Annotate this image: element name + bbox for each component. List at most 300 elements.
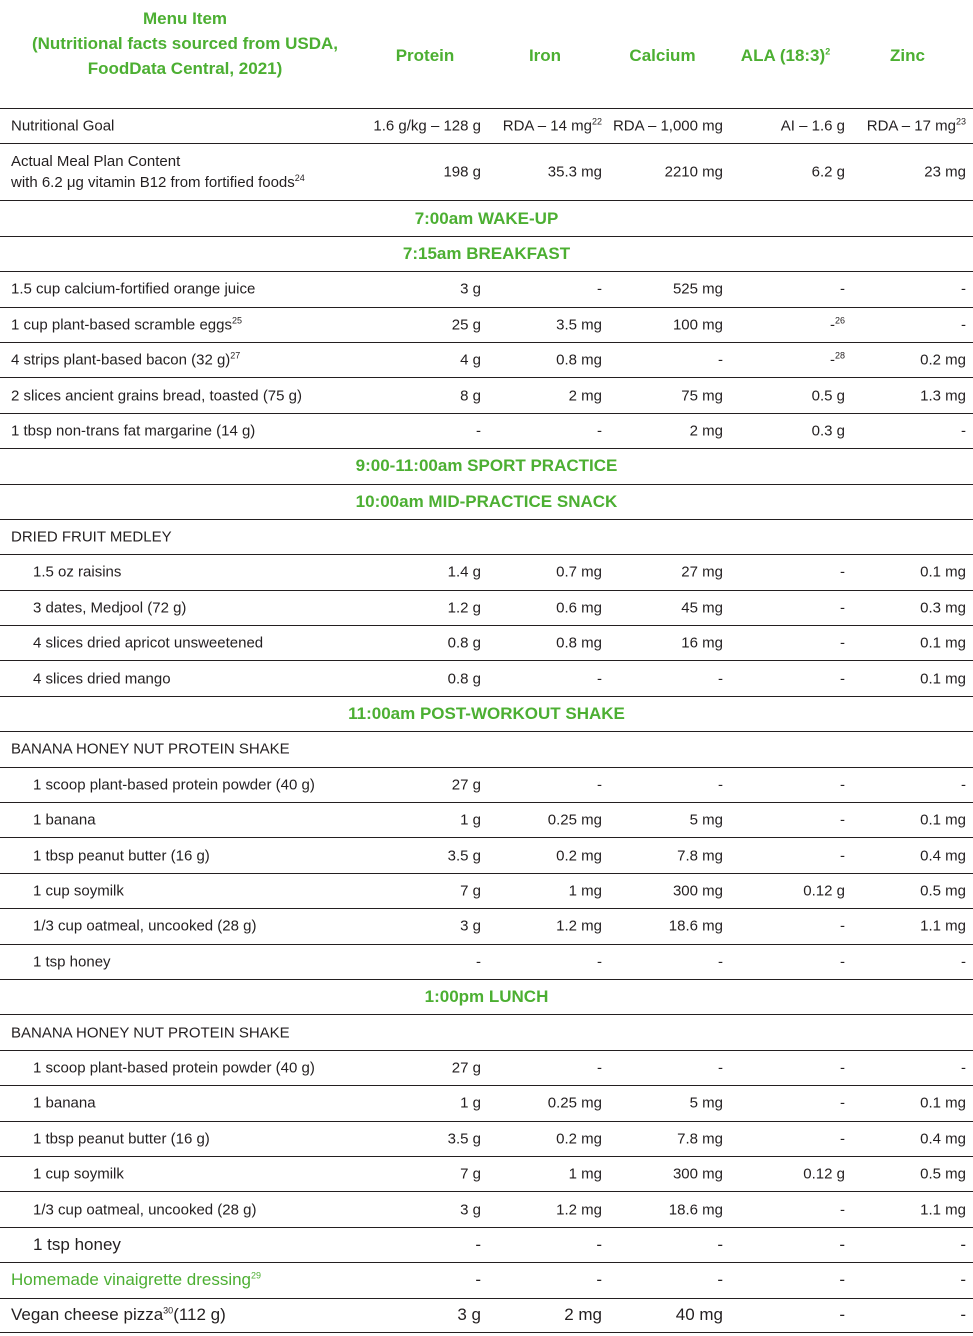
row-label bbox=[11, 281, 255, 298]
ala-value-text: - bbox=[840, 917, 845, 935]
table-row bbox=[0, 1085, 973, 1120]
ala-value-text: 0.3 g bbox=[811, 422, 845, 440]
calcium-value-text: - bbox=[718, 670, 723, 688]
row-label-text: Actual Meal Plan Content bbox=[11, 153, 181, 171]
protein-value-text: 25 g bbox=[451, 316, 481, 334]
row-label-text: 1 tbsp peanut butter (16 g) bbox=[33, 847, 210, 865]
protein-value-text: 3 g bbox=[457, 1305, 481, 1325]
ala-value-text: - bbox=[840, 670, 845, 688]
zinc-value-text: 0.5 mg bbox=[920, 1165, 966, 1183]
protein-value-text: - bbox=[476, 422, 481, 440]
ala-value bbox=[840, 847, 845, 864]
protein-value-text: - bbox=[476, 953, 481, 971]
footnote-marker: 30 bbox=[163, 1305, 174, 1316]
zinc-value-text: 0.5 mg bbox=[920, 882, 966, 900]
calcium-value-text: 2 mg bbox=[689, 422, 723, 440]
row-label-text: 4 slices dried mango bbox=[33, 670, 171, 688]
row-label-text: 1.5 oz raisins bbox=[33, 563, 122, 581]
protein-value bbox=[373, 118, 481, 135]
row-label bbox=[11, 741, 290, 758]
table-row bbox=[0, 767, 973, 802]
row-label bbox=[33, 635, 263, 652]
row-label-text: Vegan cheese pizza bbox=[11, 1305, 164, 1325]
protein-value bbox=[448, 670, 481, 687]
protein-value bbox=[452, 1059, 481, 1076]
iron-value-text: 0.6 mg bbox=[556, 599, 602, 617]
protein-value-text: 27 g bbox=[451, 1059, 481, 1077]
calcium-value bbox=[718, 670, 723, 687]
protein-value-text: 4 g bbox=[460, 351, 481, 369]
iron-value-text: 0.8 mg bbox=[556, 351, 602, 369]
zinc-value-text: 0.4 mg bbox=[920, 1130, 966, 1148]
zinc-value-text: - bbox=[961, 953, 966, 971]
row-label-suffix: (112 g) bbox=[173, 1305, 226, 1325]
ala-value-text: - bbox=[840, 1059, 845, 1077]
table-row bbox=[0, 1262, 973, 1297]
calcium-value-text: 100 mg bbox=[672, 316, 723, 334]
iron-value bbox=[569, 883, 602, 900]
section-row bbox=[0, 696, 973, 731]
iron-value bbox=[556, 1130, 602, 1147]
ala-value-text: - bbox=[840, 280, 845, 298]
calcium-value-text: 300 mg bbox=[672, 882, 723, 900]
iron-value bbox=[548, 164, 602, 181]
zinc-value-text: 0.1 mg bbox=[920, 670, 966, 688]
section-title: 7:00am WAKE-UP bbox=[414, 208, 559, 228]
iron-value-text: - bbox=[596, 1234, 602, 1254]
ala-value-text: - bbox=[840, 811, 845, 829]
iron-value-text: RDA – 14 mg bbox=[502, 117, 592, 135]
protein-value-text: 0.8 g bbox=[447, 670, 481, 688]
ala-value bbox=[840, 1201, 845, 1218]
protein-value-text: 3 g bbox=[460, 917, 481, 935]
ala-value bbox=[840, 670, 845, 687]
ala-header-label: ALA (18:3) bbox=[740, 46, 826, 65]
protein-value-text: 3 g bbox=[460, 280, 481, 298]
row-label-text: 4 strips plant-based bacon (32 g) bbox=[11, 351, 231, 369]
table-row bbox=[0, 554, 973, 589]
zinc-value-text: 1.1 mg bbox=[920, 1201, 966, 1219]
ala-value-text: - bbox=[840, 1201, 845, 1219]
iron-value-text: 0.25 mg bbox=[547, 811, 602, 829]
protein-value-text: 3.5 g bbox=[447, 1130, 481, 1148]
iron-value bbox=[556, 918, 602, 935]
nutrition-table-body bbox=[0, 108, 973, 1333]
ala-value bbox=[840, 918, 845, 935]
calcium-value-text: 18.6 mg bbox=[668, 917, 723, 935]
calcium-value-text: 525 mg bbox=[672, 280, 723, 298]
iron-value-text: - bbox=[596, 1270, 602, 1290]
calcium-value-text: - bbox=[718, 776, 723, 794]
protein-value bbox=[460, 812, 481, 829]
iron-value-text: - bbox=[597, 953, 602, 971]
row-label bbox=[11, 422, 255, 439]
ala-value-text: 6.2 g bbox=[811, 163, 845, 181]
row-label-text: 1 cup soymilk bbox=[33, 882, 124, 900]
zinc-value-text: 1.3 mg bbox=[920, 387, 966, 405]
iron-header: Iron bbox=[528, 46, 562, 65]
table-row bbox=[0, 1156, 973, 1191]
row-label bbox=[11, 352, 240, 369]
row-label bbox=[33, 1235, 121, 1255]
calcium-value-text: - bbox=[717, 1270, 723, 1290]
table-row bbox=[0, 307, 973, 342]
table-row bbox=[0, 377, 973, 412]
table-row bbox=[0, 660, 973, 695]
iron-value bbox=[556, 847, 602, 864]
ala-value-text: - bbox=[839, 1270, 845, 1290]
footnote-marker: 28 bbox=[834, 350, 845, 361]
zinc-value bbox=[961, 1059, 966, 1076]
calcium-value-text: 7.8 mg bbox=[677, 1130, 723, 1148]
ala-value bbox=[840, 953, 845, 970]
zinc-value-text: - bbox=[960, 1305, 966, 1325]
ala-value-text: - bbox=[829, 351, 835, 369]
table-row bbox=[0, 590, 973, 625]
iron-value-text: - bbox=[597, 1059, 602, 1077]
protein-value bbox=[476, 953, 481, 970]
row-label bbox=[11, 316, 242, 333]
ala-value-text: - bbox=[829, 316, 835, 334]
protein-value-text: 27 g bbox=[451, 776, 481, 794]
row-label-text: 1 scoop plant-based protein powder (40 g) bbox=[33, 776, 315, 794]
protein-value-text: 1.2 g bbox=[447, 599, 481, 617]
zinc-value bbox=[867, 118, 966, 135]
table-row bbox=[0, 873, 973, 908]
zinc-value bbox=[920, 670, 966, 687]
footnote-marker: 23 bbox=[955, 116, 966, 127]
iron-value bbox=[548, 1095, 602, 1112]
protein-value bbox=[443, 164, 481, 181]
section-title: 7:15am BREAKFAST bbox=[402, 243, 571, 263]
ala-value bbox=[840, 1059, 845, 1076]
calcium-value bbox=[677, 1130, 723, 1147]
protein-value bbox=[460, 883, 481, 900]
menu-item-header bbox=[10, 6, 360, 81]
calcium-value bbox=[677, 847, 723, 864]
calcium-value bbox=[690, 812, 723, 829]
row-label bbox=[11, 1270, 261, 1290]
iron-value bbox=[556, 599, 602, 616]
table-header bbox=[0, 0, 973, 104]
footnote-marker: 27 bbox=[230, 350, 241, 361]
zinc-value bbox=[920, 1095, 966, 1112]
calcium-value-text: 75 mg bbox=[681, 387, 723, 405]
protein-value bbox=[460, 918, 481, 935]
calcium-value-text: 5 mg bbox=[689, 811, 723, 829]
calcium-value bbox=[717, 1235, 723, 1255]
footnote-marker: 22 bbox=[591, 116, 602, 127]
calcium-value-text: 40 mg bbox=[675, 1305, 723, 1325]
ala-value bbox=[830, 352, 845, 369]
calcium-value-text: - bbox=[717, 1234, 723, 1254]
row-label-text: 1 tbsp peanut butter (16 g) bbox=[33, 1130, 210, 1148]
row-label-text: 1 scoop plant-based protein powder (40 g) bbox=[33, 1059, 315, 1077]
calcium-value bbox=[717, 1270, 723, 1290]
zinc-value-text: 0.1 mg bbox=[920, 634, 966, 652]
row-label bbox=[33, 1059, 315, 1076]
protein-value bbox=[460, 387, 481, 404]
iron-value-text: - bbox=[597, 280, 602, 298]
calcium-value-text: - bbox=[718, 1059, 723, 1077]
zinc-value bbox=[920, 1130, 966, 1147]
ala-value bbox=[840, 281, 845, 298]
calcium-value bbox=[690, 1095, 723, 1112]
group-row bbox=[0, 731, 973, 766]
row-label-text: 1 banana bbox=[33, 811, 96, 829]
ala-value bbox=[839, 1235, 845, 1255]
row-label-text: 4 slices dried apricot unsweetened bbox=[33, 634, 264, 652]
ala-value bbox=[812, 422, 845, 439]
row-label bbox=[33, 847, 210, 864]
zinc-value-text: - bbox=[960, 1270, 966, 1290]
iron-value bbox=[597, 1059, 602, 1076]
row-label bbox=[33, 1166, 124, 1183]
protein-value bbox=[460, 1201, 481, 1218]
iron-value-text: 0.7 mg bbox=[556, 563, 602, 581]
menu-item-header-source-cont: FoodData Central, 2021) bbox=[87, 59, 283, 78]
iron-value-text: 3.5 mg bbox=[556, 316, 602, 334]
zinc-value bbox=[961, 281, 966, 298]
zinc-value bbox=[920, 812, 966, 829]
iron-value bbox=[556, 1201, 602, 1218]
row-label bbox=[11, 1305, 226, 1325]
zinc-value-text: 23 mg bbox=[924, 163, 966, 181]
row-label-text: DRIED FRUIT MEDLEY bbox=[11, 528, 172, 546]
table-row bbox=[0, 413, 973, 448]
ala-value bbox=[840, 776, 845, 793]
calcium-value bbox=[690, 422, 723, 439]
zinc-value-text: - bbox=[961, 316, 966, 334]
ala-value bbox=[840, 599, 845, 616]
iron-value-text: 2 mg bbox=[568, 387, 602, 405]
calcium-value bbox=[718, 776, 723, 793]
zinc-value-text: - bbox=[960, 1234, 966, 1254]
zinc-value bbox=[920, 847, 966, 864]
protein-value-text: 3.5 g bbox=[447, 847, 481, 865]
calcium-value-text: - bbox=[718, 351, 723, 369]
ala-value bbox=[781, 118, 845, 135]
protein-value bbox=[457, 1305, 481, 1325]
ala-value bbox=[840, 1130, 845, 1147]
row-label-text: 2 slices ancient grains bread, toasted (75 g) bbox=[11, 387, 302, 405]
zinc-value bbox=[961, 776, 966, 793]
zinc-value-text: 0.4 mg bbox=[920, 847, 966, 865]
ala-header bbox=[728, 43, 843, 68]
calcium-value-text: 2210 mg bbox=[664, 163, 723, 181]
row-label bbox=[33, 918, 256, 935]
zinc-value-text: - bbox=[961, 280, 966, 298]
iron-value bbox=[597, 776, 602, 793]
section-title: 9:00-11:00am SPORT PRACTICE bbox=[355, 456, 618, 476]
row-label-text: 1/3 cup oatmeal, uncooked (28 g) bbox=[33, 917, 257, 935]
ala-value-text: 0.5 g bbox=[811, 387, 845, 405]
table-row bbox=[0, 271, 973, 306]
table-row bbox=[0, 625, 973, 660]
zinc-value bbox=[924, 164, 966, 181]
calcium-value bbox=[676, 1305, 723, 1325]
iron-value-text: - bbox=[597, 670, 602, 688]
iron-value-text: - bbox=[597, 776, 602, 794]
iron-value bbox=[597, 953, 602, 970]
zinc-value bbox=[920, 635, 966, 652]
protein-value bbox=[452, 316, 481, 333]
calcium-value-text: 16 mg bbox=[681, 634, 723, 652]
ala-value-text: - bbox=[840, 847, 845, 865]
zinc-value-text: 0.2 mg bbox=[920, 351, 966, 369]
ala-value-text: - bbox=[840, 599, 845, 617]
row-label bbox=[33, 670, 171, 687]
protein-value-text: 0.8 g bbox=[447, 634, 481, 652]
section-row bbox=[0, 200, 973, 235]
iron-value-text: 0.2 mg bbox=[556, 1130, 602, 1148]
row-label-text: Nutritional Goal bbox=[11, 117, 115, 135]
iron-value-text: 1 mg bbox=[568, 882, 602, 900]
ala-value-text: - bbox=[840, 1130, 845, 1148]
zinc-value bbox=[920, 918, 966, 935]
zinc-value-text: RDA – 17 mg bbox=[866, 117, 956, 135]
table-row bbox=[0, 1050, 973, 1085]
ala-value bbox=[812, 387, 845, 404]
calcium-value bbox=[718, 953, 723, 970]
row-label bbox=[33, 1130, 210, 1147]
zinc-value bbox=[920, 564, 966, 581]
table-row bbox=[0, 143, 973, 200]
ala-value-text: AI – 1.6 g bbox=[780, 117, 845, 135]
ala-value-text: 0.12 g bbox=[803, 1165, 845, 1183]
row-label-text: 1 cup plant-based scramble eggs bbox=[11, 316, 232, 334]
zinc-value-text: - bbox=[961, 422, 966, 440]
calcium-value bbox=[673, 1166, 723, 1183]
zinc-value bbox=[920, 883, 966, 900]
row-label bbox=[11, 118, 114, 135]
section-row bbox=[0, 236, 973, 271]
calcium-value-text: - bbox=[718, 953, 723, 971]
section-title: 11:00am POST-WORKOUT SHAKE bbox=[348, 704, 625, 724]
calcium-value-text: 18.6 mg bbox=[668, 1201, 723, 1219]
row-label-text: BANANA HONEY NUT PROTEIN SHAKE bbox=[11, 740, 290, 758]
calcium-value bbox=[718, 352, 723, 369]
row-label bbox=[33, 812, 96, 829]
calcium-value-text: 5 mg bbox=[689, 1094, 723, 1112]
zinc-value bbox=[920, 387, 966, 404]
iron-value-text: 35.3 mg bbox=[547, 163, 602, 181]
section-row bbox=[0, 979, 973, 1014]
protein-value-text: 1 g bbox=[460, 1094, 481, 1112]
protein-value bbox=[476, 422, 481, 439]
menu-item-header-title: Menu Item bbox=[142, 9, 228, 28]
calcium-value bbox=[718, 1059, 723, 1076]
ala-value bbox=[812, 164, 845, 181]
row-label-text: 1 tsp honey bbox=[33, 953, 111, 971]
row-label bbox=[33, 599, 186, 616]
zinc-value-text: - bbox=[961, 1059, 966, 1077]
ala-value-text: - bbox=[839, 1305, 845, 1325]
row-label-text: 1 banana bbox=[33, 1094, 96, 1112]
section-row bbox=[0, 484, 973, 519]
row-label-text: 1/3 cup oatmeal, uncooked (28 g) bbox=[33, 1201, 257, 1219]
iron-value-text: 0.2 mg bbox=[556, 847, 602, 865]
row-label bbox=[33, 1201, 256, 1218]
menu-item-header-source: (Nutritional facts sourced from USDA, bbox=[31, 34, 339, 53]
zinc-value-text: 0.1 mg bbox=[920, 1094, 966, 1112]
ala-header-footnote: 2 bbox=[825, 46, 831, 57]
iron-value bbox=[597, 670, 602, 687]
table-row bbox=[0, 944, 973, 979]
ala-value bbox=[803, 883, 845, 900]
row-label-text-cont: with 6.2 μg vitamin B12 from fortified foods bbox=[11, 174, 295, 192]
iron-value bbox=[556, 316, 602, 333]
iron-value bbox=[597, 422, 602, 439]
protein-value-text: 1 g bbox=[460, 811, 481, 829]
iron-value-text: 2 mg bbox=[564, 1305, 602, 1325]
protein-value-text: - bbox=[475, 1234, 481, 1254]
protein-value-text: 1.6 g/kg – 128 g bbox=[373, 117, 481, 135]
iron-value bbox=[556, 635, 602, 652]
protein-value bbox=[460, 352, 481, 369]
protein-value bbox=[448, 1130, 481, 1147]
ala-value bbox=[840, 1095, 845, 1112]
protein-value-text: 198 g bbox=[443, 163, 481, 181]
footnote-marker: 25 bbox=[231, 315, 242, 326]
ala-value-text: - bbox=[840, 634, 845, 652]
ala-value bbox=[840, 812, 845, 829]
row-label bbox=[11, 529, 172, 546]
iron-value-text: 0.8 mg bbox=[556, 634, 602, 652]
zinc-value bbox=[920, 1201, 966, 1218]
section-title: 1:00pm LUNCH bbox=[424, 987, 549, 1007]
zinc-value bbox=[961, 953, 966, 970]
table-row bbox=[0, 1227, 973, 1262]
iron-value bbox=[556, 564, 602, 581]
group-row bbox=[0, 1014, 973, 1049]
zinc-value bbox=[920, 352, 966, 369]
zinc-value-text: 0.1 mg bbox=[920, 811, 966, 829]
calcium-value-text: 45 mg bbox=[681, 599, 723, 617]
calcium-value-text: 300 mg bbox=[672, 1165, 723, 1183]
row-label-text: 1 tsp honey bbox=[33, 1234, 121, 1254]
row-label bbox=[33, 564, 121, 581]
zinc-header: Zinc bbox=[890, 46, 925, 65]
protein-value bbox=[452, 776, 481, 793]
calcium-value bbox=[681, 635, 723, 652]
ala-value-text: - bbox=[840, 563, 845, 581]
zinc-value bbox=[961, 422, 966, 439]
zinc-value bbox=[960, 1305, 966, 1325]
protein-value bbox=[475, 1270, 481, 1290]
calcium-value bbox=[669, 918, 723, 935]
ala-value bbox=[840, 635, 845, 652]
row-label bbox=[33, 953, 111, 970]
iron-value bbox=[569, 1166, 602, 1183]
table-row bbox=[0, 1191, 973, 1226]
iron-value bbox=[556, 352, 602, 369]
ala-value-text: - bbox=[840, 1094, 845, 1112]
calcium-value bbox=[673, 316, 723, 333]
iron-value bbox=[564, 1305, 602, 1325]
protein-value bbox=[460, 281, 481, 298]
protein-value-text: 7 g bbox=[460, 1165, 481, 1183]
iron-value-text: - bbox=[597, 422, 602, 440]
zinc-value-text: 0.3 mg bbox=[920, 599, 966, 617]
protein-value-text: 3 g bbox=[460, 1201, 481, 1219]
row-label-text: Homemade vinaigrette dressing bbox=[11, 1270, 252, 1290]
iron-value bbox=[596, 1270, 602, 1290]
section-row bbox=[0, 448, 973, 483]
iron-value bbox=[569, 387, 602, 404]
row-label-text: BANANA HONEY NUT PROTEIN SHAKE bbox=[11, 1024, 290, 1042]
protein-value-text: 7 g bbox=[460, 882, 481, 900]
